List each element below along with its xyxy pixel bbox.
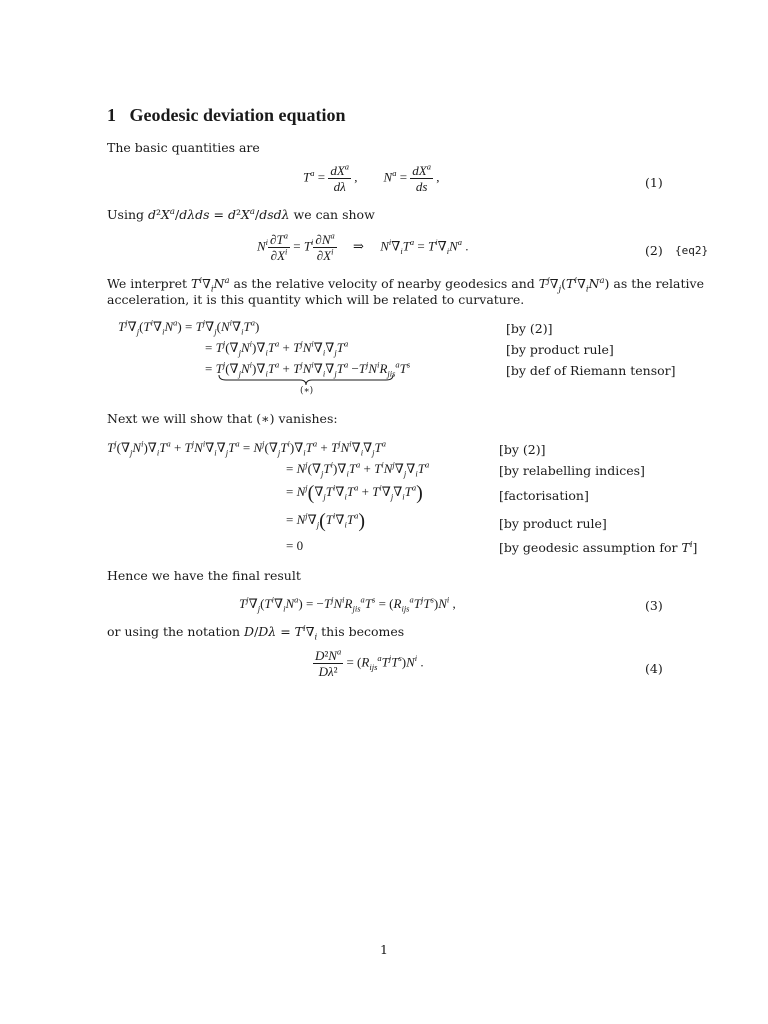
paragraph-using: Using $d^2X^a$/dλds = $d^2X^a$/dsdλ we can show	[107, 206, 375, 222]
derivation2-note-1: [by (2)]	[499, 442, 546, 457]
paragraph-interpret-line2: acceleration, it is this quantity which will be related to curvature.	[107, 292, 525, 307]
derivation2-note-4: [by product rule]	[499, 516, 607, 531]
equation-2: $N^i$ $\frac{\partial T^a}{\partial X^i}$ = $T^i$ $\frac{\partial N^a}{\partial X^i}$ ⇒ $N^i\nabla_iT^a = T^i\nabla_iN^a$ .	[257, 230, 469, 263]
paragraph-basic-quantities: The basic quantities are	[107, 140, 260, 155]
derivation2-line4: = $N^j\nabla_j(T^i\nabla_iT^a)$	[286, 510, 365, 532]
derivation1-note-3: [by def of Riemann tensor]	[506, 363, 676, 378]
paragraph-hence: Hence we have the final result	[107, 568, 301, 583]
derivation1-line1: $T^j\nabla_j(T^i\nabla_iN^a) = T^j\nabla_j(N^i\nabla_iT^a)$	[118, 317, 260, 337]
equation-number-3: (3)	[645, 598, 663, 613]
derivation2-note-3: [factorisation]	[499, 488, 589, 503]
equation-label-eq2: {eq2}	[675, 244, 709, 257]
derivation1-line2: = $T^j(\nabla_jN^i)\nabla_iT^a + T^jN^i\nabla_i\nabla_jT^a$	[205, 338, 349, 358]
paragraph-interpret-line1: We interpret $T^i\nabla_iN^a$ as the relative velocity of nearby geodesics and $T^j\nabla_j(T^i\nabla_iN^a)$ as the relative	[107, 275, 704, 295]
star-label: (∗)	[300, 386, 314, 396]
equation-number-2: (2)	[645, 243, 663, 258]
derivation2-note-5: [by geodesic assumption for $T^i$]	[499, 539, 698, 555]
section-heading	[107, 105, 346, 126]
derivation2-line5: = 0	[286, 538, 304, 553]
derivation2-line3: = $N^j(\nabla_jT^i\nabla_iT^a + T^i\nabla_j\nabla_iT^a)$	[286, 482, 423, 504]
equation-number-1: (1)	[645, 175, 663, 190]
section-title: Geodesic deviation equation	[129, 105, 346, 125]
equation-number-4: (4)	[645, 661, 663, 676]
equation-3: $T^j\nabla_j(T^i\nabla_iN^a) = -T^jN^iR_{jis}^aT^s = (R_{ijs}^aT^jT^s)N^i$ ,	[239, 594, 456, 614]
section-number: 1	[107, 105, 116, 125]
page-number: 1	[380, 942, 388, 957]
derivation2-line1: $T^j(\nabla_jN^i)\nabla_iT^a + T^jN^i\nabla_i\nabla_jT^a = N^j(\nabla_jT^i)\nabla_iT^a + T^jN^i\nabla_i\nabla_jT^a$	[107, 438, 387, 458]
derivation2-note-2: [by relabelling indices]	[499, 463, 645, 478]
paragraph-next: Next we will show that (∗) vanishes:	[107, 411, 338, 426]
derivation1-line3: = $T^j(\nabla_jN^i)\nabla_iT^a + T^jN^i\nabla_i\nabla_jT^a -T^jN^iR_{jis}^aT^s$	[205, 359, 411, 379]
derivation1-note-2: [by product rule]	[506, 342, 614, 357]
equation-1: $T^a$ = $\frac{dX^a}{d\lambda}$ , $N^a$ = $\frac{dX^a}{ds}$ ,	[303, 161, 440, 194]
underbrace	[218, 374, 394, 386]
derivation2-line2: = $N^j(\nabla_jT^i)\nabla_iT^a + T^iN^j\nabla_j\nabla_iT^a$	[286, 459, 430, 479]
derivation1-note-1: [by (2)]	[506, 321, 553, 336]
paragraph-notation: or using the notation $D/D\lambda = T^i\nabla_i$ this becomes	[107, 623, 405, 643]
equation-4: $\frac{D^2N^a}{\text{Dλ²}}$ = $(R_{ijs}^aT^jT^s)N^i$ .	[315, 646, 424, 679]
